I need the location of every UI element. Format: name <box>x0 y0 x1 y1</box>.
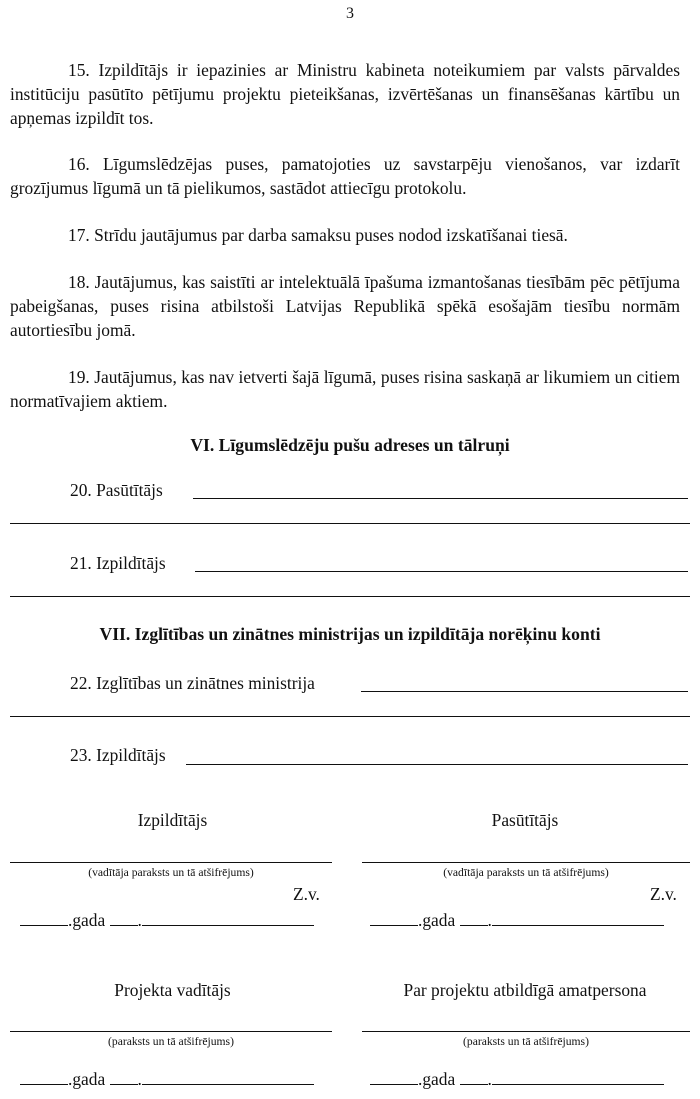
paragraph-18: 18. Jautājumus, kas saistīti ar intelektuālā īpašuma izmantošanas tiesībām pēc pētījuma pabeigšanas, puses risina atbilstoši Latvijas Republikā spēkā esošajām tiesību normām autortiesību jomā. <box>10 272 680 340</box>
item-21-line-2[interactable] <box>10 596 690 597</box>
day-blank[interactable] <box>110 909 138 926</box>
item-20-line[interactable] <box>193 498 688 499</box>
signature-line-customer[interactable] <box>362 862 690 863</box>
signature-caption-responsible-official: (paraksts un tā atšifrējums) <box>463 1035 589 1048</box>
signature-line-project-leader[interactable] <box>10 1031 332 1032</box>
item-22-line-2[interactable] <box>10 716 690 717</box>
month-blank[interactable] <box>492 909 664 926</box>
item-23-label: 23. Izpildītājs <box>70 745 166 765</box>
month-blank[interactable] <box>142 1068 314 1085</box>
item-20-label: 20. Pasūtītājs <box>70 480 163 500</box>
stamp-place-executor: Z.v. <box>293 884 320 904</box>
year-suffix: .gada <box>418 910 456 930</box>
year-suffix: .gada <box>418 1069 456 1089</box>
section-7-heading: VII. Izglītības un zinātnes ministrijas un izpildītāja norēķinu konti <box>99 624 601 644</box>
signature-title-executor: Izpildītājs <box>137 810 208 830</box>
section-6-heading: VI. Līgumslēdzēju pušu adreses un tālruņi <box>190 435 510 455</box>
date-dot: . <box>137 910 142 930</box>
signature-caption-executor: (vadītāja paraksts un tā atšifrējums) <box>88 866 254 879</box>
signature-title-project-leader: Projekta vadītājs <box>114 980 231 1000</box>
paragraph-15: 15. Izpildītājs ir iepazinies ar Ministru kabineta noteikumiem par valsts pārvaldes institūciju pasūtīto pētījumu projektu pieteikšanas, izvērtēšanas un finansēšanas kārtību un apņemas izpildīt tos. <box>10 60 680 128</box>
day-blank[interactable] <box>460 909 488 926</box>
stamp-place-customer: Z.v. <box>650 884 677 904</box>
signature-caption-customer: (vadītāja paraksts un tā atšifrējums) <box>443 866 609 879</box>
date-dot: . <box>487 910 492 930</box>
year-suffix: .gada <box>68 910 106 930</box>
year-blank[interactable] <box>20 1068 68 1085</box>
signature-line-responsible-official[interactable] <box>362 1031 690 1032</box>
item-20-line-2[interactable] <box>10 523 690 524</box>
day-blank[interactable] <box>110 1068 138 1085</box>
item-22-line[interactable] <box>361 691 688 692</box>
date-line-executor <box>20 909 314 931</box>
year-suffix: .gada <box>68 1069 106 1089</box>
paragraph-17: 17. Strīdu jautājumus par darba samaksu puses nodod izskatīšanai tiesā. <box>68 225 568 245</box>
signature-line-executor[interactable] <box>10 862 332 863</box>
date-line-responsible-official <box>370 1068 664 1090</box>
item-23-line[interactable] <box>186 764 688 765</box>
month-blank[interactable] <box>492 1068 664 1085</box>
year-blank[interactable] <box>370 909 418 926</box>
paragraph-16: 16. Līgumslēdzējas puses, pamatojoties uz savstarpēju vienošanos, var izdarīt grozījumus līgumā un tā pielikumos, sastādot attiecīgu protokolu. <box>10 154 680 198</box>
page-number: 3 <box>346 5 354 22</box>
date-line-customer <box>370 909 664 931</box>
date-dot: . <box>487 1069 492 1089</box>
date-dot: . <box>137 1069 142 1089</box>
item-21-line[interactable] <box>195 571 688 572</box>
month-blank[interactable] <box>142 909 314 926</box>
signature-caption-project-leader: (paraksts un tā atšifrējums) <box>108 1035 234 1048</box>
day-blank[interactable] <box>460 1068 488 1085</box>
signature-title-responsible-official: Par projektu atbildīgā amatpersona <box>403 980 647 1000</box>
date-line-project-leader <box>20 1068 314 1090</box>
year-blank[interactable] <box>370 1068 418 1085</box>
year-blank[interactable] <box>20 909 68 926</box>
item-22-label: 22. Izglītības un zinātnes ministrija <box>70 673 315 693</box>
signature-title-customer: Pasūtītājs <box>491 810 559 830</box>
item-21-label: 21. Izpildītājs <box>70 553 166 573</box>
paragraph-19: 19. Jautājumus, kas nav ietverti šajā līgumā, puses risina saskaņā ar likumiem un citiem normatīvajiem aktiem. <box>10 367 680 411</box>
